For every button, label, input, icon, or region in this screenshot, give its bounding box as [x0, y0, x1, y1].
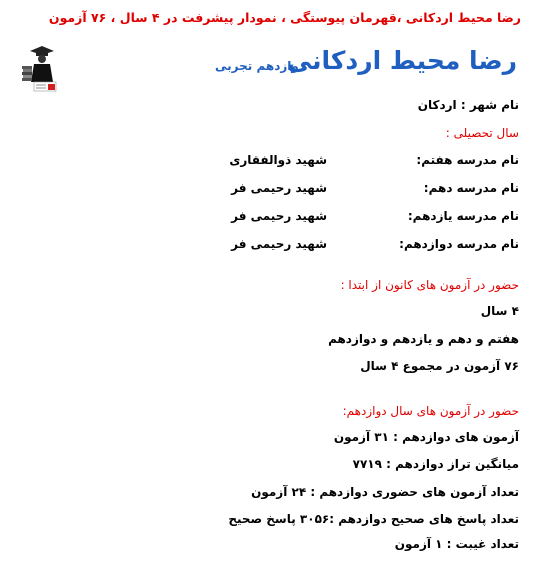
grade12-avg-taraz: میانگین تراز دوازدهم : ۷۷۱۹ [352, 457, 519, 471]
grade12-in-person: تعداد آزمون های حضوری دوازدهم : ۲۴ آزمون [251, 485, 519, 499]
student-name: رضا محیط اردکانی [286, 46, 517, 75]
school-value: شهید رحیمی فر [231, 209, 327, 223]
grade12-absent: تعداد غیبت : ۱ آزمون [394, 537, 519, 551]
grade12-exams: آزمون های دوازدهم : ۳۱ آزمون [333, 430, 519, 444]
school-value: شهید ذوالفقاری [229, 153, 327, 167]
school-label: نام مدرسه یازدهم: [407, 209, 519, 223]
grade12-heading: حضور در آزمون های سال دوازدهم: [342, 404, 519, 418]
school-label: نام مدرسه دهم: [423, 181, 519, 195]
school-row-twelfth [219, 237, 519, 253]
graduate-with-books-logo [20, 44, 60, 92]
student-grade: دوازدهم تجربی [215, 59, 305, 73]
education-heading: سال تحصیلی : [445, 126, 519, 140]
school-label: نام مدرسه هفتم: [416, 153, 519, 167]
logo-graphic [20, 44, 60, 92]
school-label: نام مدرسه دوازدهم: [399, 237, 519, 251]
participation-heading: حضور در آزمون های کانون از ابتدا : [340, 278, 519, 292]
school-row-tenth [219, 181, 519, 197]
participation-grades: هفتم و دهم و یازدهم و دوازدهم [328, 332, 519, 346]
school-value: شهید رحیمی فر [231, 181, 327, 195]
school-value: شهید رحیمی فر [231, 237, 327, 251]
grade12-correct: تعداد پاسخ های صحیح دوازدهم :۳۰۵۶ پاسخ صحیح [228, 512, 519, 526]
participation-years: ۴ سال [480, 304, 519, 318]
headline: رضا محیط اردکانی ،قهرمان پیوستگی ، نمودار پیشرفت در ۴ سال ، ۷۶ آزمون [48, 10, 521, 25]
school-row-eleventh [219, 209, 519, 225]
city-line: نام شهر : اردکان [417, 98, 519, 112]
school-row-seventh [219, 153, 519, 169]
participation-total: ۷۶ آزمون در مجموع ۴ سال [360, 359, 519, 373]
